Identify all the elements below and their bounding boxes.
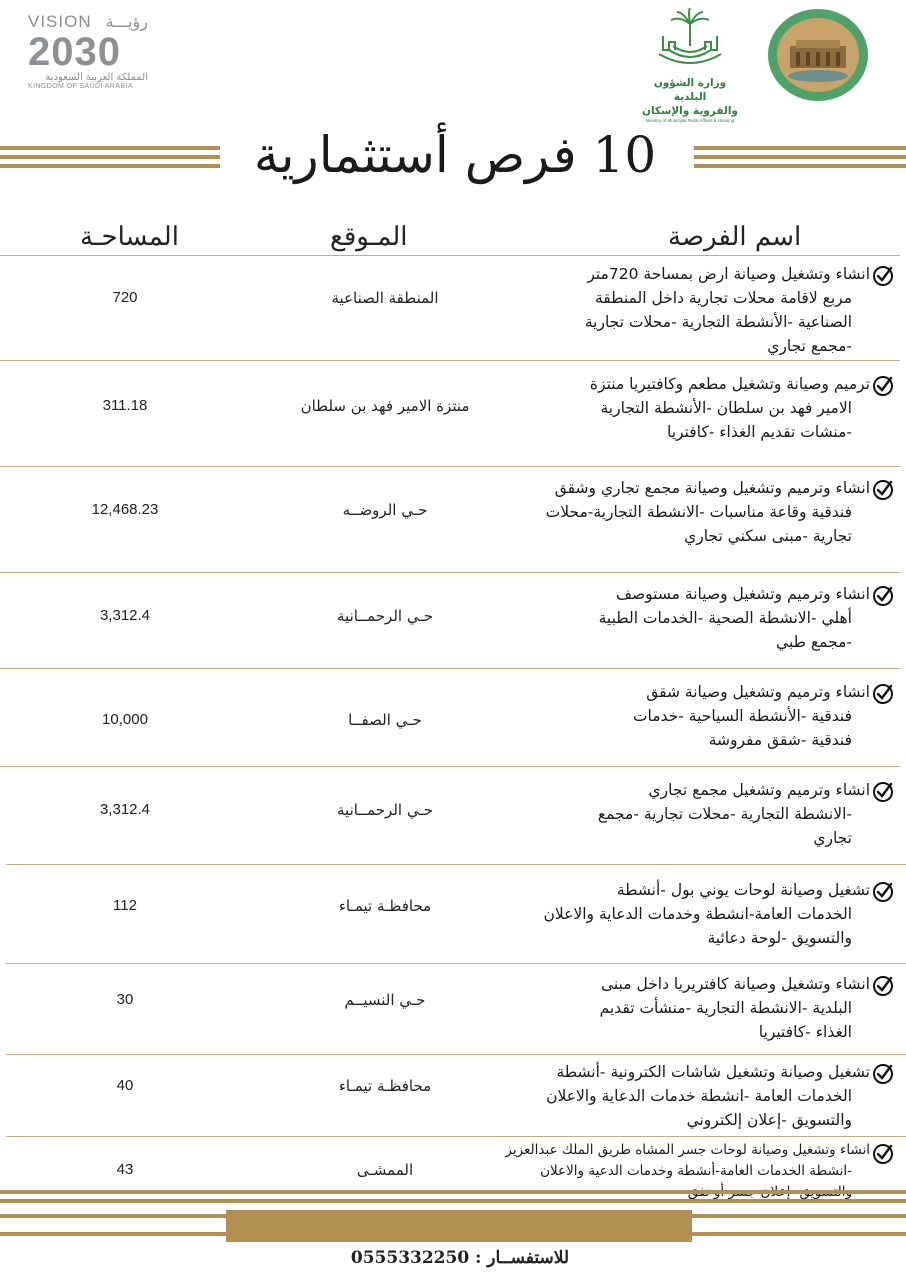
opportunity-description xyxy=(440,582,870,654)
vision-country-ar: المملكة العربية السعودية xyxy=(45,72,148,83)
check-circle-icon xyxy=(872,881,894,903)
location-cell: منتزة الامير فهد بن سلطان xyxy=(300,397,470,415)
footer-band xyxy=(226,1210,692,1242)
area-cell: 311.18 xyxy=(102,397,148,414)
row-divider xyxy=(6,1136,906,1137)
check-circle-icon xyxy=(872,975,894,997)
area-cell: 720 xyxy=(112,289,138,306)
opportunity-description xyxy=(440,262,870,358)
area-cell: 30 xyxy=(116,991,134,1008)
description-line: انشاء وتشغيل وصيانة ارض بمساحة 720متر xyxy=(587,265,870,283)
description-line: فندقية -الأنشطة السياحية -خدمات xyxy=(632,707,852,725)
vision-label: VISION xyxy=(28,12,92,31)
location-cell: المنطقة الصناعية xyxy=(331,289,439,307)
page-title: 10 فرص أستثمارية xyxy=(253,126,657,184)
check-circle-icon xyxy=(872,1063,894,1085)
check-circle-icon xyxy=(872,375,894,397)
vision-country-en: KINGDOM OF SAUDI ARABIA xyxy=(28,83,133,90)
row-divider xyxy=(6,963,906,964)
description-line: -مجمع طبي xyxy=(776,633,852,651)
title-stripes-right xyxy=(694,146,906,173)
description-line: -انشطة الخدمات العامة-أنشطة وخدمات الدعية والاعلان xyxy=(540,1163,852,1179)
ministry-name-line1: وزارة الشؤون البلدية xyxy=(653,77,727,103)
description-line: والتسويق -إعلان إلكتروني xyxy=(686,1111,852,1129)
row-divider xyxy=(0,466,900,467)
area-cell: 40 xyxy=(116,1077,134,1094)
row-divider xyxy=(0,668,900,669)
location-cell: محافظـة تيمـاء xyxy=(338,1077,432,1095)
description-line: أهلي -الانشطة الصحية -الخدمات الطبية xyxy=(598,609,852,627)
contact-label: للاستفســار : xyxy=(475,1248,570,1268)
opportunity-description xyxy=(440,680,870,752)
check-circle-icon xyxy=(872,683,894,705)
row-divider xyxy=(6,864,906,865)
header-name: اسم الفرصة xyxy=(668,222,802,252)
ministry-name-line2: والقروية والإسكان xyxy=(642,105,738,117)
description-line: -الانشطة التجارية -محلات تجارية -مجمع xyxy=(597,805,852,823)
description-line: الخدمات العامة -انشطة خدمات الدعاية والاعلان xyxy=(546,1087,852,1105)
opportunity-description xyxy=(440,476,870,548)
location-cell: حـي الرحمــانية xyxy=(337,801,433,819)
check-circle-icon xyxy=(872,479,894,501)
description-line: تجارية -مبنى سكني تجاري xyxy=(684,527,852,545)
area-cell: 3,312.4 xyxy=(99,607,151,624)
check-circle-icon xyxy=(872,781,894,803)
opportunity-description xyxy=(440,972,870,1044)
check-circle-icon xyxy=(872,265,894,287)
row-divider xyxy=(0,360,900,361)
description-line: انشاء وترميم وتشغيل وصيانة مجمع تجاري وشقق xyxy=(554,479,870,497)
description-line: انشاء وترميم وتشغيل وصيانة مستوصف xyxy=(615,585,870,603)
ministry-name-en: Ministry of Municipal Rural Affairs & Housing xyxy=(645,118,735,123)
opportunity-description xyxy=(440,778,870,850)
area-cell: 12,468.23 xyxy=(91,501,159,518)
description-line: تشغيل وصيانة لوحات يوني بول -أنشطة xyxy=(616,881,870,899)
area-cell: 43 xyxy=(116,1161,134,1178)
ministry-logo xyxy=(640,6,740,123)
area-cell: 112 xyxy=(113,897,137,914)
contact-phone[interactable]: 0555332250 xyxy=(350,1248,470,1268)
vision-2030-logo xyxy=(28,12,158,100)
description-line: انشاء وترميم وتشغيل مجمع تجاري xyxy=(648,781,870,799)
check-circle-icon xyxy=(872,1143,894,1165)
description-line: انشاء وتشغيل وصيانة لوحات جسر المشاه طريق الملك عبدالعزيز xyxy=(505,1142,870,1158)
opportunity-description xyxy=(440,1060,870,1132)
description-line: الامير فهد بن سلطان -الأنشطة التجارية xyxy=(600,399,852,417)
area-cell: 10,000 xyxy=(102,711,148,728)
title-stripes-left xyxy=(0,146,220,173)
header-area: المساحـة xyxy=(80,222,179,252)
row-divider xyxy=(0,766,900,767)
row-divider xyxy=(6,1054,906,1055)
description-line: -مجمع تجاري xyxy=(767,337,852,355)
palm-swords-icon xyxy=(655,6,725,72)
description-line: الخدمات العامة-انشطة وخدمات الدعاية والاعلان xyxy=(543,905,852,923)
description-line: فندقية -شقق مفروشة xyxy=(708,731,852,749)
description-line: ترميم وصيانة وتشغيل مطعم وكافتيريا منتزة xyxy=(589,375,870,393)
description-line: الغذاء -كافتيريا xyxy=(758,1023,852,1041)
description-line: فندقية وقاعة مناسبات -الانشطة التجارية-محلات xyxy=(545,503,852,521)
description-line: الصناعية -الأنشطة التجارية -محلات تجارية xyxy=(584,313,852,331)
description-line: مربع لاقامة محلات تجارية داخل المنطقة xyxy=(595,289,852,307)
row-divider xyxy=(0,255,900,256)
footer-stripes xyxy=(0,1190,906,1208)
location-cell: حـي الصفــا xyxy=(348,711,422,729)
location-cell: حـي النسيــم xyxy=(344,991,426,1009)
area-cell: 3,312.4 xyxy=(99,801,151,818)
location-cell: حـي الروضــه xyxy=(342,501,428,519)
location-cell: محافظـة تيمـاء xyxy=(338,897,432,915)
opportunity-description xyxy=(440,372,870,444)
location-cell: حـي الرحمــانية xyxy=(337,607,433,625)
header-location: المـوقع xyxy=(330,222,408,252)
opportunity-description xyxy=(440,878,870,950)
description-line: -منشات تقديم الغذاء -كافتريا xyxy=(666,423,852,441)
vision-year: 2030 xyxy=(28,30,121,74)
location-cell: الممشـى xyxy=(356,1161,414,1179)
check-circle-icon xyxy=(872,585,894,607)
description-line: تجاري xyxy=(813,829,852,847)
description-line: البلدية -الانشطة التجارية -منشأت تقديم xyxy=(599,999,852,1017)
contact-info xyxy=(300,1248,620,1268)
description-line: انشاء وترميم وتشغيل وصيانة شقق xyxy=(646,683,870,701)
municipality-seal-logo xyxy=(766,6,870,104)
description-line: تشغيل وصيانة وتشغيل شاشات الكترونية -أنشطة xyxy=(556,1063,870,1081)
vision-ar-label: رؤيـــة xyxy=(105,12,148,31)
description-line: والتسويق -لوحة دعائية xyxy=(707,929,852,947)
description-line: انشاء وتشغيل وصيانة كافتريريا داخل مبنى xyxy=(600,975,870,993)
row-divider xyxy=(0,572,900,573)
